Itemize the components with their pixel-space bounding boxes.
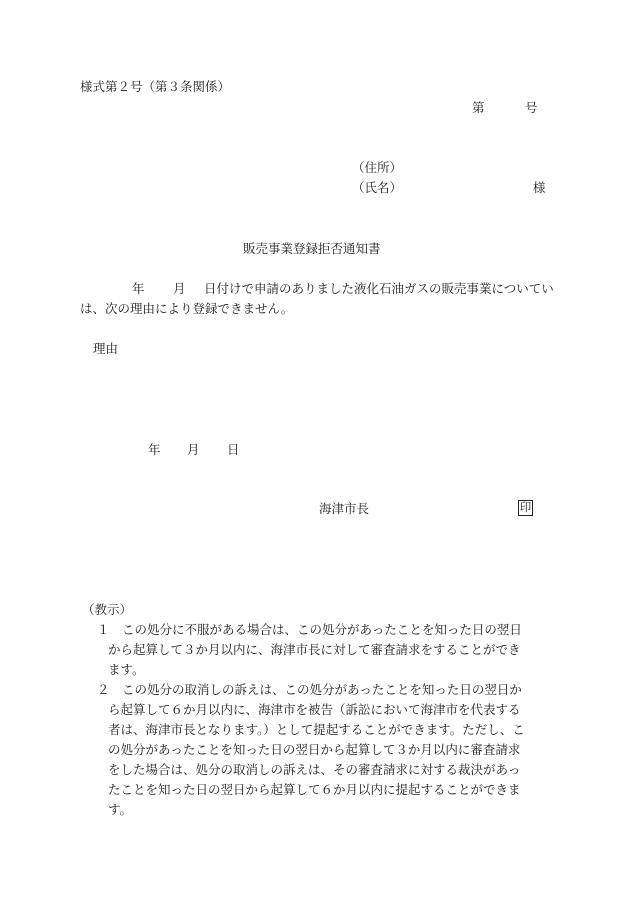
instruction-number: ２ — [97, 682, 110, 697]
date-year-label: 年 — [148, 442, 161, 457]
form-number: 様式第２号（第３条関係） — [80, 79, 231, 94]
instruction-line: ら起算して６か月以内に、海津市を被告（訴訟において海津市を代表する — [108, 702, 521, 717]
instruction-line: ます。 — [108, 662, 145, 677]
recipient-address-label: （住所） — [352, 160, 403, 175]
document-title: 販売事業登録拒否通知書 — [243, 241, 381, 256]
body-year-text: 年 — [132, 281, 145, 296]
instruction-line: から起算して３か月以内に、海津市長に対して審査請求をすることができ — [108, 642, 521, 657]
body-month-text: 月 — [173, 281, 186, 296]
instructions-heading: （教示） — [82, 602, 133, 617]
instruction-line: す。 — [108, 802, 133, 817]
instruction-line: この処分の取消しの訴えは、この処分があったことを知った日の翌日か — [122, 682, 522, 697]
instruction-line: をした場合は、処分の取消しの訴えは、その審査請求に対する裁決があっ — [108, 762, 521, 777]
reason-label: 理由 — [93, 341, 119, 356]
body-day-text: 日付けで申請のありました液化石油ガスの販売事業についてい — [204, 281, 554, 296]
seal-stamp: 印 — [519, 500, 532, 515]
instruction-number: １ — [97, 622, 110, 637]
date-month-label: 月 — [187, 442, 200, 457]
recipient-name-label: （氏名） — [352, 180, 403, 195]
issuer-title: 海津市長 — [319, 501, 370, 516]
instruction-line: 者は、海津市長となります。）として提起することができます。ただし、こ — [108, 722, 525, 737]
instruction-line: たことを知った日の翌日から起算して６か月以内に提起することができま — [108, 782, 521, 797]
document-number-prefix: 第 — [472, 100, 485, 115]
recipient-honorific: 様 — [533, 180, 546, 195]
instruction-line: この処分に不服がある場合は、この処分があったことを知った日の翌日 — [122, 622, 522, 637]
instruction-line: の処分があったことを知った日の翌日から起算して３か月以内に審査請求 — [108, 742, 521, 757]
date-day-label: 日 — [227, 442, 240, 457]
body-paragraph-line-2: は、次の理由により登録できません。 — [80, 301, 294, 316]
document-number-suffix: 号 — [525, 100, 538, 115]
